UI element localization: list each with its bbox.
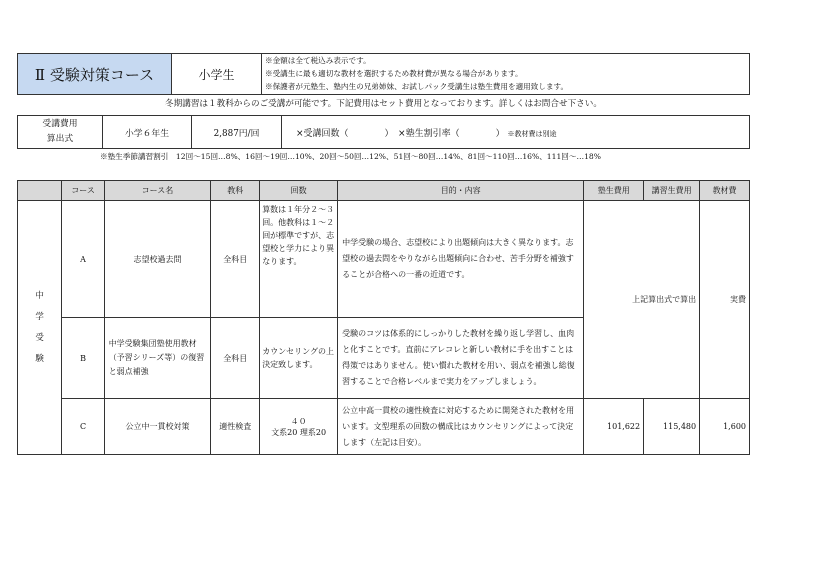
header-course-name: コース名: [104, 181, 211, 201]
side-label: [18, 201, 62, 455]
note-member: ※保護者が元塾生、塾内生の兄弟姉妹、お試しパック受講生は塾生費用を適用致します。: [265, 82, 569, 91]
header-blank: [18, 181, 62, 201]
formula-price: 2,887円/回: [192, 116, 282, 149]
ab-fee-note: 上記算出式で算出: [584, 201, 700, 399]
formula-label-line1: 受講費用: [42, 119, 78, 129]
row-code: B: [62, 318, 104, 399]
header-count: 回数: [260, 181, 338, 201]
row-subject: 全科目: [211, 201, 260, 318]
row-code: C: [62, 399, 104, 455]
formula-label-line2: 算出式: [46, 134, 74, 144]
row-purpose: 受験のコツは体系的にしっかりした教材を繰り返し学習し、血肉と化すことです。直前にアレコレと新しい教材に手を出すことは得策ではありません。使い慣れた教材を用い、弱点を補強し総復習することで合格レベルまで実力をアップしましょう。: [338, 318, 584, 399]
discount-note: ※塾生季節講習割引 12回～15回…8%、16回～19回…10%、20回～50回…12%、51回～80回…14%、81回～110回…16%、111回～…18%: [100, 152, 601, 161]
row-purpose: 公立中高一貫校の適性検査に対応するために開発された教材を用います。文型理系の回数の構成比はカウンセリングによって決定します（左記は目安）。: [338, 399, 584, 455]
row-count: [260, 399, 338, 455]
formula-expression: [282, 116, 750, 149]
side-char: 中: [35, 290, 44, 301]
header-member-fee: 塾生費用: [584, 181, 644, 201]
table-row: [18, 201, 750, 318]
table-row: [18, 399, 750, 455]
count-breakdown: 文系20 理系20: [271, 427, 327, 437]
row-code: A: [62, 201, 104, 318]
note-material: ※受講生に最も適切な教材を選択するため教材費が異なる場合があります。: [265, 69, 523, 78]
course-table: [17, 180, 750, 455]
header-subject: 教科: [211, 181, 260, 201]
formula-grade: 小学６年生: [103, 116, 192, 149]
side-char: 験: [35, 353, 44, 364]
row-name: 中学受験集団塾使用教材（予習シリーズ等）の復習と弱点補強: [104, 318, 211, 399]
row-course-fee: 115,480: [644, 399, 700, 455]
row-member-fee: 101,622: [584, 399, 644, 455]
expression-text: ×受講回数（ ） ×塾生割引率（ ）: [296, 128, 505, 139]
row-subject: 全科目: [211, 318, 260, 399]
count-total: ４０: [290, 416, 307, 426]
side-char: 学: [35, 311, 44, 322]
row-subject: 適性検査: [211, 399, 260, 455]
header-material-fee: 教材費: [700, 181, 750, 201]
header-course-fee: 講習生費用: [644, 181, 700, 201]
course-title: Ⅱ 受験対策コース: [18, 54, 172, 95]
note-tax: ※金額は全て税込み表示です。: [265, 56, 371, 65]
row-count: 算数は１年分２～３回。他教科は１～２回が標準ですが、志望校と学力により異なります。: [260, 201, 338, 318]
winter-notice: 冬期講習は１教科からのご受講が可能です。下記費用はセット費用となっております。詳しくはお問合せ下さい。: [165, 99, 602, 109]
course-header: [17, 53, 750, 95]
row-name: 志望校過去問: [104, 201, 211, 318]
grade-label: 小学生: [172, 54, 262, 95]
fee-formula: [17, 115, 750, 149]
row-material-fee: 1,600: [700, 399, 750, 455]
row-name: 公立中一貫校対策: [104, 399, 211, 455]
header-purpose: 目的・内容: [338, 181, 584, 201]
row-count: カウンセリングの上決定致します。: [260, 318, 338, 399]
ab-material-note: 実費: [700, 201, 750, 399]
notes-cell: [262, 54, 750, 95]
formula-label: [18, 116, 103, 149]
table-header-row: [18, 181, 750, 201]
row-purpose: 中学受験の場合、志望校により出題傾向は大きく異なります。志望校の過去問をやりながら出題傾向に合わせ、苦手分野を補強することが合格への一番の近道です。: [338, 201, 584, 318]
side-char: 受: [35, 332, 44, 343]
material-note: ※教材費は別途: [507, 129, 557, 138]
header-course: コース: [62, 181, 104, 201]
